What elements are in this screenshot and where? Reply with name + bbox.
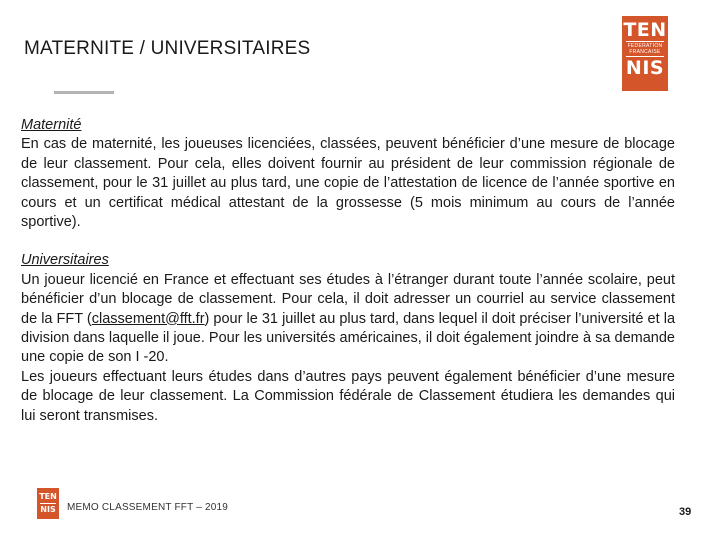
footer-text: MEMO CLASSEMENT FFT – 2019 (67, 502, 228, 513)
tennis-logo (622, 16, 668, 91)
email-link[interactable]: classement@fft.fr (91, 310, 205, 327)
footer-logo-top: TEN (39, 492, 57, 501)
logo-text-bottom: NIS (625, 57, 665, 79)
page-number: 39 (679, 506, 692, 518)
logo-text-top: TEN (623, 19, 667, 41)
paragraph-maternite: En cas de maternité, les joueuses licenciées, classées, peuvent bénéficier d’une mesure de blocage de leur classement. Pour cela, elles doivent fournir au président de leur commission régionale de classement, pour le 31 juillet au plus tard, une copie de l’attestation de licence de l’année sportive en cours et un certificat médical attestant de la grossesse (5 mois minimum au cours de l’année sportive). (21, 136, 675, 231)
paragraph-universitaires-part2: ) pour le 31 juillet au plus tard, dans lequel il doit préciser l’université et la division dans laquelle il joue. Pour les universités américaines, il doit également joindre à sa demande une copie de son I -20. (21, 310, 676, 366)
page-title: MATERNITE / UNIVERSITAIRES (24, 38, 311, 59)
logo-text-middle: FEDERATION FRANCAISE (627, 43, 663, 55)
footer-logo-divider (40, 503, 56, 504)
section-heading-universitaires: Universitaires (21, 252, 109, 269)
footer-logo (37, 488, 59, 519)
paragraph-universitaires-2: Les joueurs effectuant leurs études dans d’autres pays peuvent également bénéficier d’une mesure de blocage de leur classement. La Commission fédérale de Classement étudiera les demandes qui lui seront transmises. (21, 368, 675, 424)
title-underline-rule (54, 91, 114, 94)
body-content (21, 116, 675, 426)
section-heading-maternite: Maternité (21, 117, 82, 133)
footer-logo-bottom: NIS (40, 505, 56, 514)
section-gap (21, 232, 675, 251)
paragraph-universitaires-part1: Un joueur licencié en France et effectuant ses études à l’étranger durant toute l’année scolaire, peut bénéficier d’un blocage de classement. Pour cela, il doit adresser un courriel au service classement de la FFT ( (21, 271, 675, 327)
paragraph-universitaires (21, 271, 675, 368)
